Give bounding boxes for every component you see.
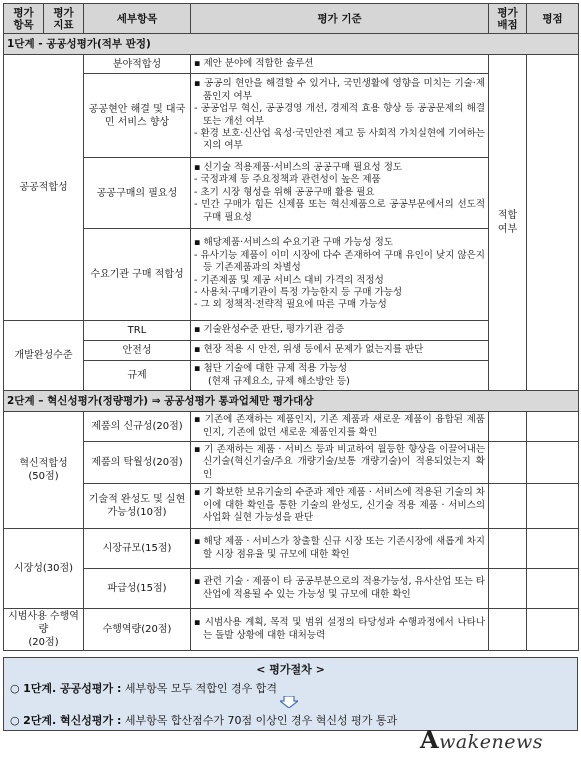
score-cell[interactable]	[527, 484, 579, 529]
allocation-cell: 적합 여부	[489, 55, 527, 391]
table-row	[4, 529, 579, 569]
subitem-cell: 공공현안 해결 및 대국민 서비스 향상	[84, 74, 191, 158]
criteria-cell	[191, 55, 489, 74]
subitem-cell: 분야적합성	[84, 55, 191, 74]
score-cell[interactable]	[527, 529, 579, 569]
header-criteria: 평가 기준	[191, 4, 489, 34]
criteria-line: ▪ 시범사용 계획, 목적 및 범위 설정의 타당성과 수행과정에서 나타나는 돌발 상황에 대한 대처능력	[194, 617, 485, 641]
criteria-line: ▪ 관련 기술 · 제품이 타 공공부분으로의 적용가능성, 유사산업 또는 타 산업에 적용될 수 있는 가능성 및 규모에 대한 확인	[194, 576, 485, 600]
subitem-cell: 시장규모(15점)	[84, 529, 191, 569]
evaluation-document	[3, 3, 578, 731]
subitem-cell: 제품의 신규성(20점)	[84, 412, 191, 442]
criteria-line: ▪ 기 확보한 보유기술의 수준과 제안 제품 · 서비스에 적용된 기술의 차이에 대한 확인을 통한 기술의 완성도, 신기술 적용 제품 · 서비스의 사업화 실현 가능성을 판단	[194, 487, 485, 524]
header-item: 평가 항목	[4, 4, 44, 34]
criteria-line: - 민간 구매가 힘든 신제품 또는 혁신제품으로 공공부문에서의 선도적 구매 필요성	[194, 199, 485, 223]
criteria-line: - 사용처·구매기관이 특정 가능한지 등 구매 가능성	[194, 286, 403, 298]
category-innovation: 혁신적합성 (50점)	[4, 412, 84, 529]
evaluation-table	[3, 3, 579, 651]
table-row	[4, 412, 579, 442]
criteria-cell	[191, 609, 489, 651]
criteria-line: - 공공업무 혁신, 공공경영 개선, 경제적 효용 향상 등 공공문제의 해결 또는 개선 여부	[194, 103, 485, 127]
criteria-cell	[191, 74, 489, 158]
arrow-down-icon	[280, 696, 298, 708]
criteria-line: - 유사기능 제품이 이미 시장에 다수 존재하여 구매 유인이 낮지 않은지 등 기존제품과의 차별성	[194, 249, 485, 274]
procedure-title: < 평가절차 >	[256, 663, 325, 676]
category-public-fitness: 공공적합성	[4, 55, 84, 321]
criteria-line: - 기존제품 및 제공 서비스 대비 가격의 적정성	[194, 274, 384, 286]
score-cell[interactable]	[527, 55, 579, 391]
criteria-line: - 그 외 정책적·전략적 필요에 따른 구매 가능성	[194, 299, 387, 311]
allocation-cell	[489, 529, 527, 569]
criteria-line: ▪ 제안 분야에 적합한 솔루션	[194, 57, 314, 69]
score-cell[interactable]	[527, 569, 579, 609]
stage2-title: 2단계 – 혁신성평가(정량평가) ⇒ 공공성평가 통과업체만 평가대상	[4, 391, 579, 412]
subitem-cell: 공공구매의 필요성	[84, 158, 191, 229]
criteria-line: ▪ 공공의 현안을 해결할 수 있거나, 국민생활에 영향을 미치는 기술·제품인지 여부	[194, 78, 485, 102]
criteria-cell	[191, 158, 489, 229]
stage2-title-row	[4, 391, 579, 412]
criteria-cell	[191, 412, 489, 442]
score-cell[interactable]	[527, 609, 579, 651]
bullet-icon: ○	[10, 714, 20, 727]
table-row	[4, 55, 579, 74]
table-row	[4, 609, 579, 651]
criteria-cell	[191, 341, 489, 361]
step1-label: 1단계. 공공성평가 :	[23, 682, 122, 695]
watermark-mark: A	[420, 725, 440, 754]
procedure-box	[3, 657, 578, 731]
stage1-title: 1단계 - 공공성평가(적부 판정)	[4, 34, 579, 55]
criteria-line: ▪ 해당제품·서비스의 수요기관 구매 가능성 정도	[194, 237, 393, 249]
allocation-cell	[489, 569, 527, 609]
criteria-line: ▪ 해당 제품 · 서비스가 창출할 신규 시장 또는 기존시장에 새롭게 차지할 시장 점유율 및 규모에 대한 확인	[194, 536, 485, 560]
procedure-step2	[10, 712, 397, 728]
watermark-logo	[420, 725, 543, 754]
criteria-line: - 국정과제 등 주요정책과 관련성이 높은 제품	[194, 174, 381, 186]
criteria-line: ▪ 첨단 기술에 대한 규제 적용 가능성	[194, 363, 348, 375]
criteria-line: ▪ 현장 적용 시 안전, 위생 등에서 문제가 없는지를 판단	[194, 344, 424, 356]
header-score: 평점	[527, 4, 579, 34]
score-cell[interactable]	[527, 442, 579, 484]
stage1-title-row	[4, 34, 579, 55]
criteria-cell	[191, 229, 489, 321]
table-row	[4, 442, 579, 484]
watermark-text: wakenews	[439, 731, 543, 753]
criteria-line: ▪ 기존에 존재하는 제품인지, 기존 제품과 새로운 제품이 융합된 제품인지, 기존에 없던 새로운 제품인지를 확인	[194, 414, 485, 438]
header-allocation: 평가 배점	[489, 4, 527, 34]
table-row	[4, 569, 579, 609]
criteria-line: ▪ 신기술 적용제품·서비스의 공공구매 필요성 정도	[194, 161, 403, 173]
subitem-cell: 제품의 탁월성(20점)	[84, 442, 191, 484]
header-subitem: 세부항목	[84, 4, 191, 34]
procedure-step1	[10, 680, 277, 696]
step1-text: 세부항목 모두 적합인 경우 합격	[124, 682, 278, 695]
criteria-cell	[191, 484, 489, 529]
subitem-cell: 수행역량(20점)	[84, 609, 191, 651]
allocation-cell	[489, 412, 527, 442]
score-cell[interactable]	[527, 412, 579, 442]
table-header-row	[4, 4, 579, 34]
criteria-line: - 환경 보호·신산업 육성·국민안전 제고 등 사회적 가치실현에 기여하는지의 여부	[194, 127, 485, 152]
category-dev-level: 개발완성수준	[4, 321, 84, 391]
header-indicator: 평가 지표	[44, 4, 84, 34]
table-row	[4, 484, 579, 529]
subitem-cell: TRL	[84, 321, 191, 341]
subitem-cell: 기술적 완성도 및 실현가능성(10점)	[84, 484, 191, 529]
category-pilot-capability: 시범사용 수행역량 (20점)	[4, 609, 84, 651]
step2-label: 2단계. 혁신성평가 :	[23, 714, 122, 727]
criteria-cell	[191, 569, 489, 609]
subitem-cell: 규제	[84, 361, 191, 391]
criteria-cell	[191, 321, 489, 341]
criteria-cell	[191, 529, 489, 569]
criteria-line: ▪ 기술완성수준 판단, 평가기관 검증	[194, 324, 345, 336]
criteria-line: (현재 규제요소, 규제 해소방안 등)	[208, 375, 350, 387]
allocation-cell	[489, 609, 527, 651]
bullet-icon: ○	[10, 682, 20, 695]
step2-text: 세부항목 합산점수가 70점 이상인 경우 혁신성 평가 통과	[124, 714, 398, 727]
allocation-cell	[489, 442, 527, 484]
subitem-cell: 수요기관 구매 적합성	[84, 229, 191, 321]
criteria-cell	[191, 361, 489, 391]
subitem-cell: 안전성	[84, 341, 191, 361]
criteria-line: - 초기 시장 형성을 위해 공공구매 활용 필요	[194, 186, 375, 198]
category-marketability: 시장성(30점)	[4, 529, 84, 609]
criteria-cell	[191, 442, 489, 484]
subitem-cell: 파급성(15점)	[84, 569, 191, 609]
allocation-cell	[489, 484, 527, 529]
criteria-line: ▪ 기 존재하는 제품 · 서비스 등과 비교하여 월등한 향상을 이끌어내는 신기술(혁신기술/주요 개량기술/보통 개량기술)이 적용되었는지 확인	[194, 443, 485, 480]
